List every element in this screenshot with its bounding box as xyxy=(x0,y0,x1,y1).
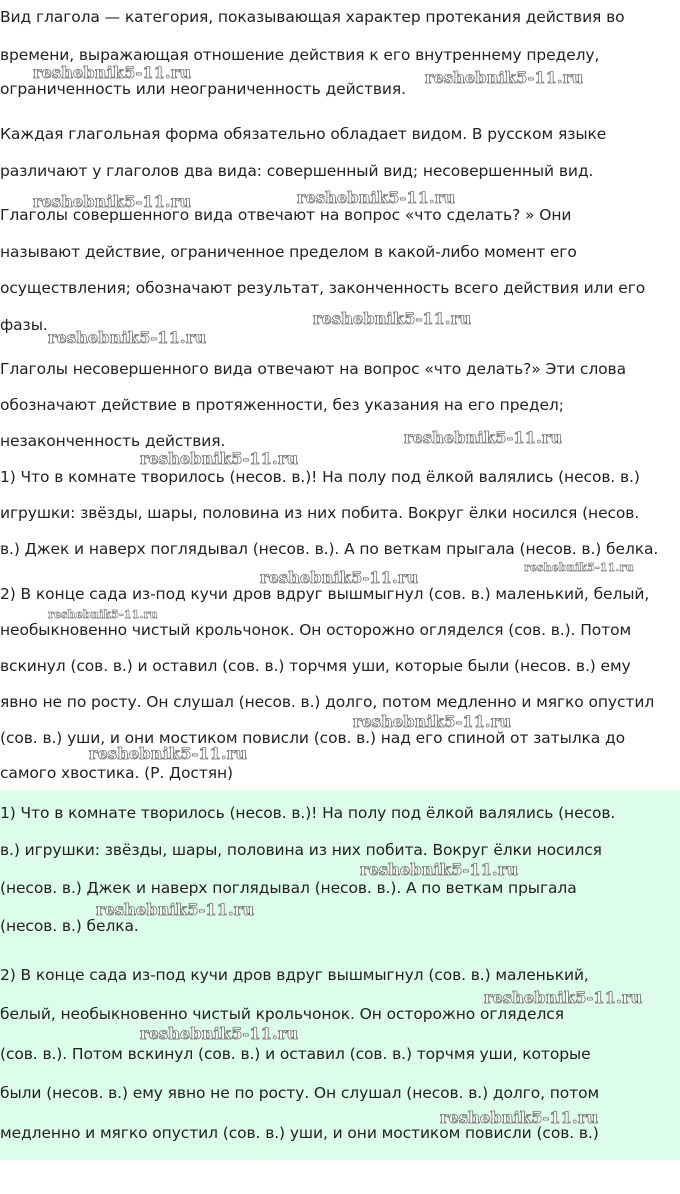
watermark: reshebnik5-11.ru xyxy=(404,428,563,447)
answer-line: 1) Что в комнате творилось (несов. в.)! На полу под ёлкой валялись (несов. xyxy=(0,804,616,822)
task-line: в.) Джек и наверх поглядывал (несов. в.). А по веткам прыгала (несов. в.) белка. xyxy=(0,540,659,558)
task-line: 1) Что в комнате творилось (несов. в.)! На полу под ёлкой валялись (несов. в.) xyxy=(0,468,640,486)
answer-line: медленно и мягко опустил (сов. в.) уши, и они мостиком повисли (сов. в.) xyxy=(0,1124,599,1142)
theory-line: различают у глаголов два вида: совершенный вид; несовершенный вид. xyxy=(0,162,594,180)
answer-line: (сов. в.). Потом вскинул (сов. в.) и оставил (сов. в.) торчмя уши, которые xyxy=(0,1045,591,1063)
task-line: (сов. в.) уши, и они мостиком повисли (сов. в.) над его спиной от затылка до xyxy=(0,729,626,747)
theory-line: времени, выражающая отношение действия к его внутреннему пределу, xyxy=(0,46,600,64)
answer-line: в.) игрушки: звёзды, шары, половина из них побита. Вокруг ёлки носился xyxy=(0,841,602,859)
watermark: reshebnik5-11.ru xyxy=(440,1108,599,1127)
answer-line: белый, необыкновенно чистый крольчонок. Он осторожно огляделся xyxy=(0,1005,564,1023)
watermark: reshebnik5-11.ru xyxy=(360,860,519,879)
theory-line: Каждая глагольная форма обязательно обладает видом. В русском языке xyxy=(0,125,607,143)
answer-line: 2) В конце сада из-под кучи дров вдруг вышмыгнул (сов. в.) маленький, xyxy=(0,966,589,984)
watermark: reshebnik5-11.ru xyxy=(48,608,158,621)
answer-line: (несов. в.) белка. xyxy=(0,917,139,935)
task-line: явно не по росту. Он слушал (несов. в.) долго, потом медленно и мягко опустил xyxy=(0,693,655,711)
task-line: необыкновенно чистый крольчонок. Он осторожно огляделся (сов. в.). Потом xyxy=(0,621,632,639)
watermark: reshebnik5-11.ru xyxy=(140,1024,299,1043)
theory-line: незаконченность действия. xyxy=(0,432,226,450)
watermark: reshebnik5-11.ru xyxy=(297,188,456,207)
watermark: reshebnik5-11.ru xyxy=(484,988,643,1007)
theory-line: Глаголы совершенного вида отвечают на вопрос «что сделать? » Они xyxy=(0,206,572,224)
theory-line: обозначают действие в протяженности, без указания на его предел; xyxy=(0,396,564,414)
watermark: reshebnik5-11.ru xyxy=(33,192,192,211)
theory-line: фазы. xyxy=(0,316,48,334)
watermark: reshebnik5-11.ru xyxy=(33,63,192,82)
watermark: reshebnik5-11.ru xyxy=(353,712,512,731)
task-line: 2) В конце сада из-под кучи дров вдруг вышмыгнул (сов. в.) маленький, белый, xyxy=(0,585,650,603)
task-line: самого хвостика. (Р. Достян) xyxy=(0,764,233,782)
watermark: reshebnik5-11.ru xyxy=(96,900,255,919)
watermark: reshebnik5-11.ru xyxy=(524,561,634,574)
theory-line: осуществления; обозначают результат, законченность всего действия или его xyxy=(0,279,646,297)
watermark: reshebnik5-11.ru xyxy=(313,309,472,328)
theory-line: Глаголы несовершенного вида отвечают на вопрос «что делать?» Эти слова xyxy=(0,360,626,378)
watermark: reshebnik5-11.ru xyxy=(260,568,419,587)
watermark: reshebnik5-11.ru xyxy=(48,328,207,347)
watermark: reshebnik5-11.ru xyxy=(140,449,299,468)
answer-line: (несов. в.) Джек и наверх поглядывал (несов. в.). А по веткам прыгала xyxy=(0,879,577,897)
task-line: вскинул (сов. в.) и оставил (сов. в.) торчмя уши, которые были (несов. в.) ему xyxy=(0,657,631,675)
watermark: reshebnik5-11.ru xyxy=(89,744,248,763)
theory-line: Вид глагола — категория, показывающая характер протекания действия во xyxy=(0,8,625,26)
task-line: игрушки: звёзды, шары, половина из них побита. Вокруг ёлки носился (несов. xyxy=(0,504,640,522)
theory-line: называют действие, ограниченное пределом в какой-либо момент его xyxy=(0,243,577,261)
theory-line: ограниченность или неограниченность действия. xyxy=(0,80,406,98)
watermark: reshebnik5-11.ru xyxy=(425,68,584,87)
answer-line: были (несов. в.) ему явно не по росту. Он слушал (несов. в.) долго, потом xyxy=(0,1084,600,1102)
